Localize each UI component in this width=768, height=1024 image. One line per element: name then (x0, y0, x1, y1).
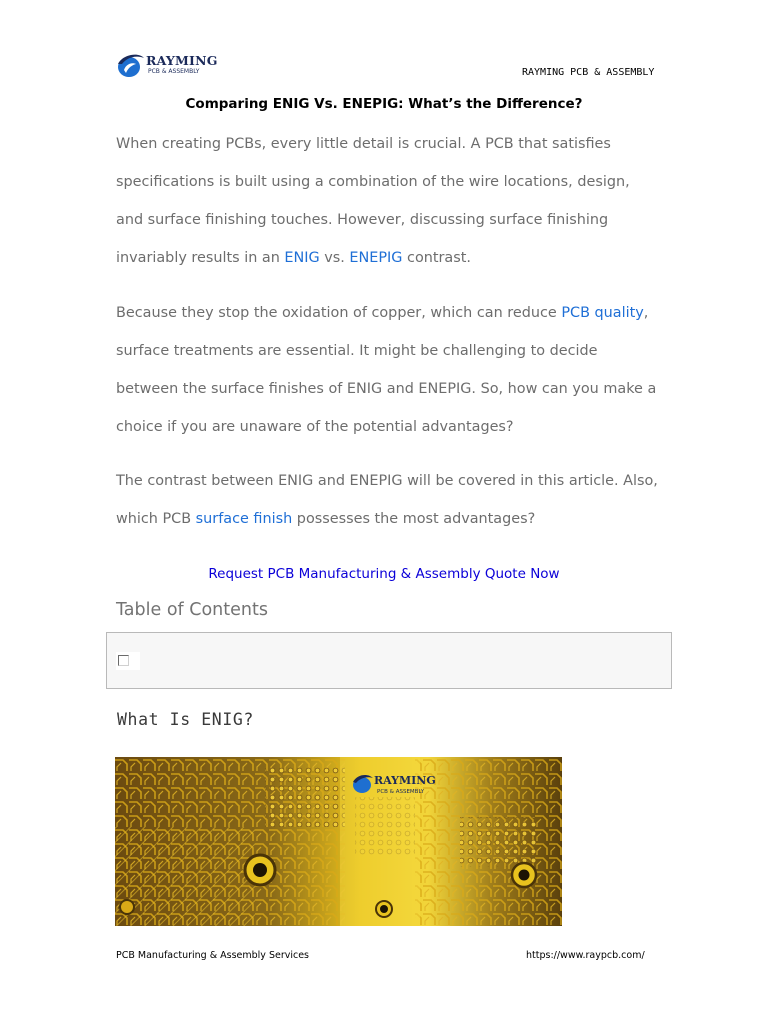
paragraph-text: contrast. (402, 250, 471, 266)
rayming-logo (115, 50, 218, 82)
link-pcb-quality[interactable]: PCB quality (561, 305, 644, 321)
section-heading-what-is-enig: What Is ENIG? (117, 710, 254, 729)
watermark-wordmark: RAYMING (374, 774, 436, 787)
link-surface-finish[interactable]: surface finish (195, 511, 293, 527)
pcb-board-image (115, 757, 562, 926)
paragraph-text: When creating PCBs, every little detail is crucial. A PCB that satisfies specifications is built using a combination of the wire locations, design, and surface finishing touches. However, discussing surface finishing invariably results in an (116, 136, 630, 266)
paragraph-surface-treatments (116, 294, 661, 446)
toc-toggle-button[interactable] (116, 652, 140, 670)
footer-services: PCB Manufacturing & Assembly Services (116, 950, 310, 961)
logo-wordmark: RAYMING (146, 53, 218, 68)
image-watermark (353, 774, 436, 795)
pcb-board-graphic (115, 757, 562, 926)
link-enig[interactable]: ENIG (284, 250, 320, 266)
footer-url[interactable]: https://www.raypcb.com/ (526, 950, 645, 961)
paragraph-text: vs. (319, 250, 350, 266)
toc-heading: Table of Contents (116, 600, 268, 620)
paragraph-intro (116, 125, 661, 277)
toc-box (106, 632, 672, 689)
link-enepig[interactable]: ENEPIG (349, 250, 403, 266)
document-title: Comparing ENIG Vs. ENEPIG: What’s the Difference? (185, 96, 583, 112)
rayming-swirl-icon (115, 52, 145, 80)
running-header: RAYMING PCB & ASSEMBLY (522, 67, 655, 78)
paragraph-article-scope (116, 462, 661, 538)
request-quote-link[interactable]: Request PCB Manufacturing & Assembly Quote Now (208, 566, 560, 582)
paragraph-text: The contrast between ENIG and ENEPIG will be covered in this article. Also, which PCB (116, 473, 658, 527)
logo-tagline: PCB & ASSEMBLY (148, 68, 200, 75)
paragraph-text: Because they stop the oxidation of copper, which can reduce (116, 305, 562, 321)
watermark-tagline: PCB & ASSEMBLY (377, 789, 425, 795)
paragraph-text: possesses the most advantages? (292, 511, 536, 527)
paragraph-text: , surface treatments are essential. It might be challenging to decide between the surface finishes of ENIG and ENEPIG. So, how can you make a choice if you are unaware of the potential advantages? (116, 305, 657, 435)
toc-toggle-icon (118, 655, 129, 666)
